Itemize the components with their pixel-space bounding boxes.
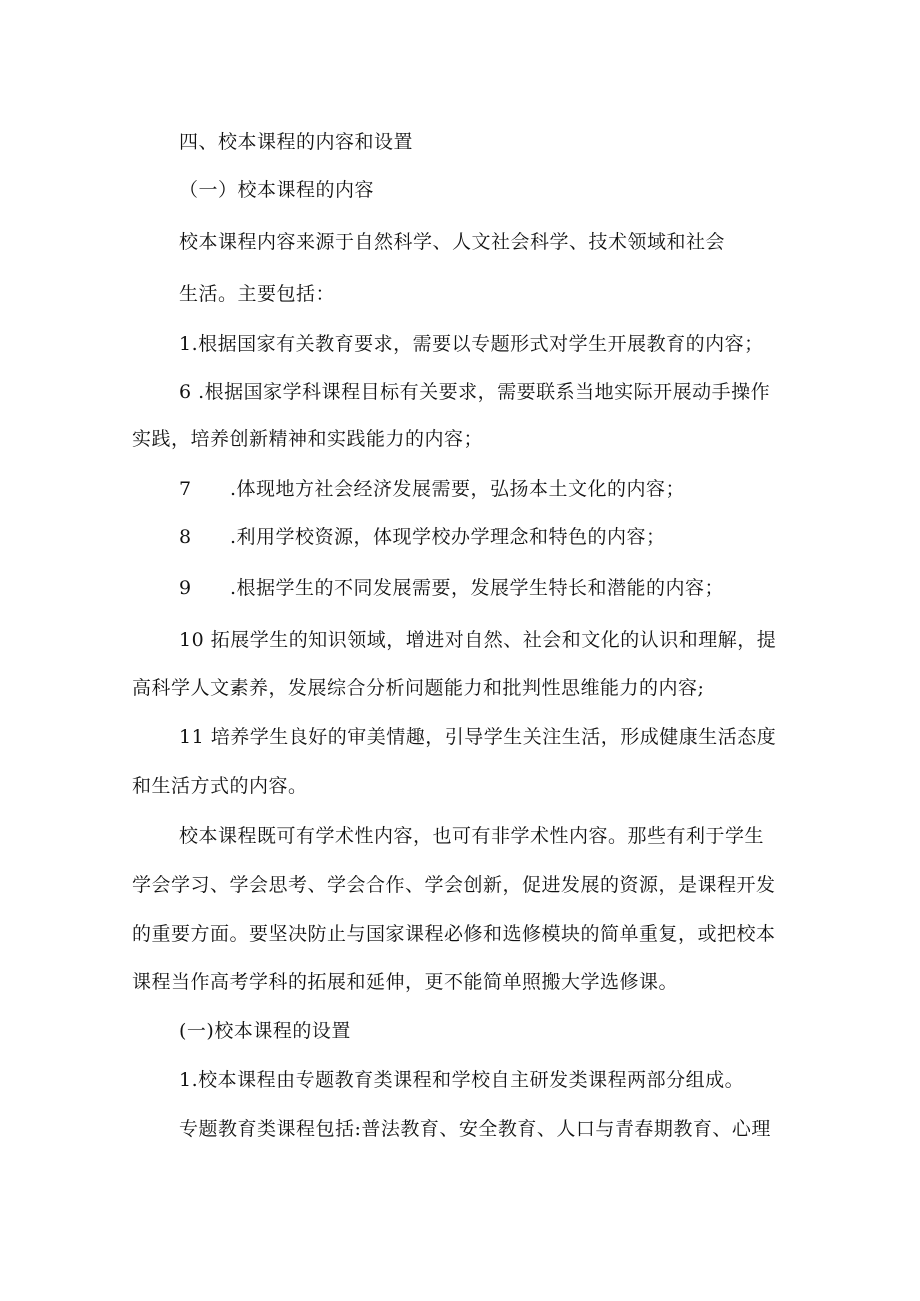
list-item-10-cont: 高科学人文素养，发展综合分析问题能力和批判性思维能力的内容; [132,677,705,699]
setup-item-2: 专题教育类课程包括:普法教育、安全教育、人口与青春期教育、心理 [179,1118,771,1140]
intro-line: 生活。主要包括： [179,283,336,305]
subheading-setup: (一)校本课程的设置 [179,1020,351,1042]
paragraph-line: 课程当作高考学科的拓展和延伸，更不能简单照搬大学选修课。 [132,971,679,993]
paragraph-line: 的重要方面。要坚决防止与国家课程必修和选修模块的简单重复，或把校本 [132,923,776,945]
list-item-7-number: 7 [179,478,192,500]
list-item-11: 11 培养学生良好的审美情趣，引导学生关注生活，形成健康生活态度 [179,726,777,748]
intro-line: 校本课程内容来源于自然科学、人文社会科学、技术领域和社会 [179,231,726,253]
list-item-6: 6 .根据国家学科课程目标有关要求，需要联系当地实际开展动手操作 [179,381,771,403]
list-item-11-cont: 和生活方式的内容。 [132,775,308,797]
list-item-8: .利用学校资源，体现学校办学理念和特色的内容； [230,526,666,548]
subheading-content: （一）校本课程的内容 [179,179,375,201]
list-item-7: .体现地方社会经济发展需要，弘扬本土文化的内容； [230,478,686,500]
paragraph-line: 学会学习、学会思考、学会合作、学会创新，促进发展的资源，是课程开发 [132,874,776,896]
list-item-8-number: 8 [179,526,192,548]
list-item-9: .根据学生的不同发展需要，发展学生特长和潜能的内容； [230,577,725,599]
list-item-10: 10 拓展学生的知识领域，增进对自然、社会和文化的认识和理解，提 [179,629,777,651]
paragraph-line: 校本课程既可有学术性内容，也可有非学术性内容。那些有利于学生 [179,825,765,847]
list-item-1: 1.根据国家有关教育要求，需要以专题形式对学生开展教育的内容； [179,333,764,355]
section-heading: 四、校本课程的内容和设置 [179,131,414,153]
list-item-9-number: 9 [179,577,192,599]
setup-item-1: 1.校本课程由专题教育类课程和学校自主研发类课程两部分组成。 [179,1069,745,1091]
list-item-6-cont: 实践，培养创新精神和实践能力的内容； [132,428,484,450]
